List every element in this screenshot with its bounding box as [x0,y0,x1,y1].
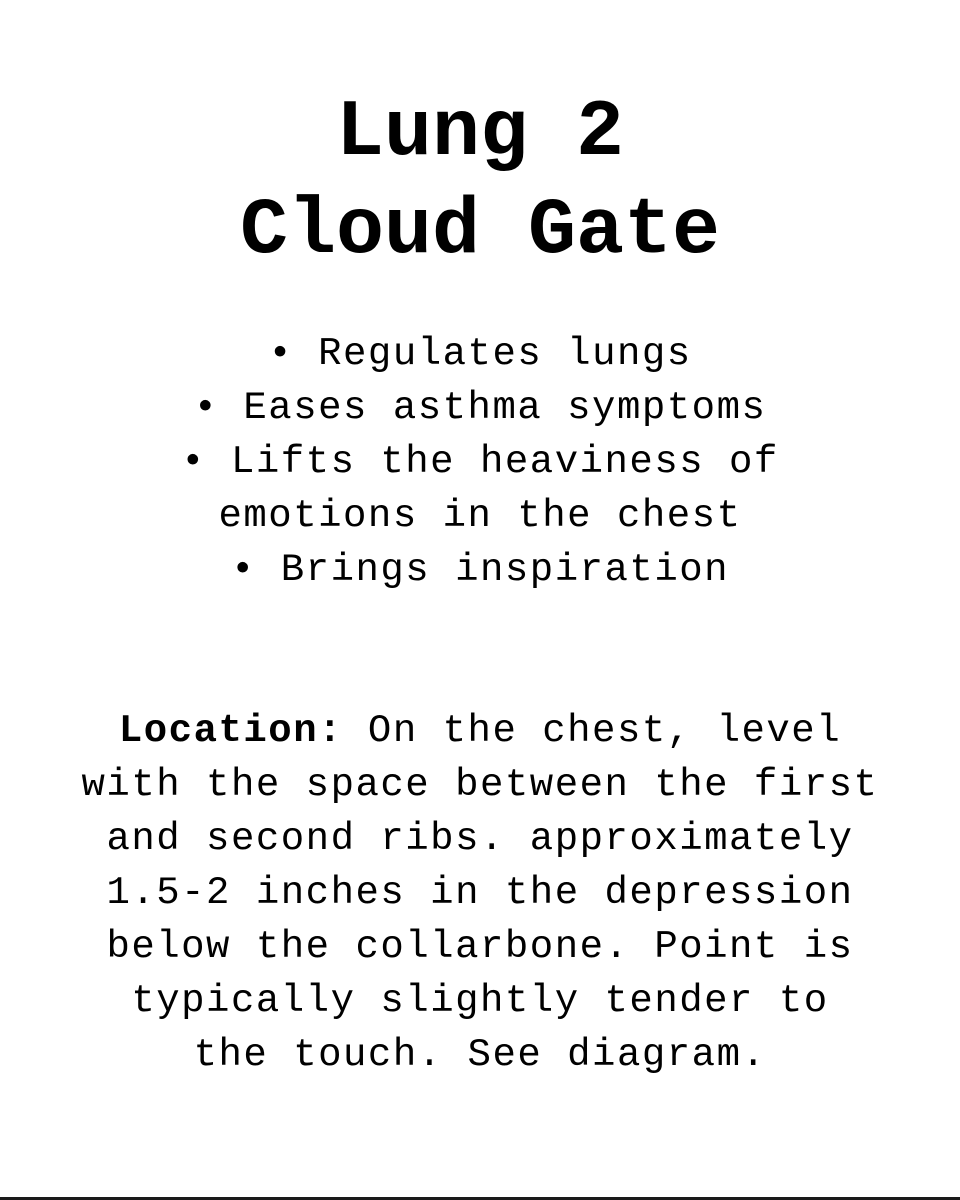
benefits-list [0,327,960,597]
location-line [10,704,950,758]
location-text: On the chest, level [367,709,842,753]
location-description [10,704,950,1082]
location-line: the touch. See diagram. [193,1033,767,1077]
bullet-icon: • [181,440,207,484]
list-item [0,543,960,597]
list-item-text: Brings inspiration [280,548,730,592]
bullet-icon: • [268,332,294,376]
list-item-text: Lifts the heaviness of [230,440,779,484]
list-item-text: Regulates lungs [318,332,692,376]
location-label: Location: [118,709,344,753]
page-title-line-2: Cloud Gate [239,186,721,277]
location-line: with the space between the first [81,763,879,807]
bullet-icon: • [230,548,256,592]
list-item [0,435,960,543]
location-line: and second ribs. approximately [106,817,854,861]
location-line: typically slightly tender to [131,979,829,1023]
list-item [0,381,960,435]
bullet-icon: • [193,386,219,430]
list-item-continuation: emotions in the chest [218,494,742,538]
list-item-text: Eases asthma symptoms [243,386,767,430]
location-line: below the collarbone. Point is [106,925,854,969]
page-title-line-1: Lung 2 [335,88,625,179]
location-line: 1.5-2 inches in the depression [106,871,854,915]
list-item [0,327,960,381]
